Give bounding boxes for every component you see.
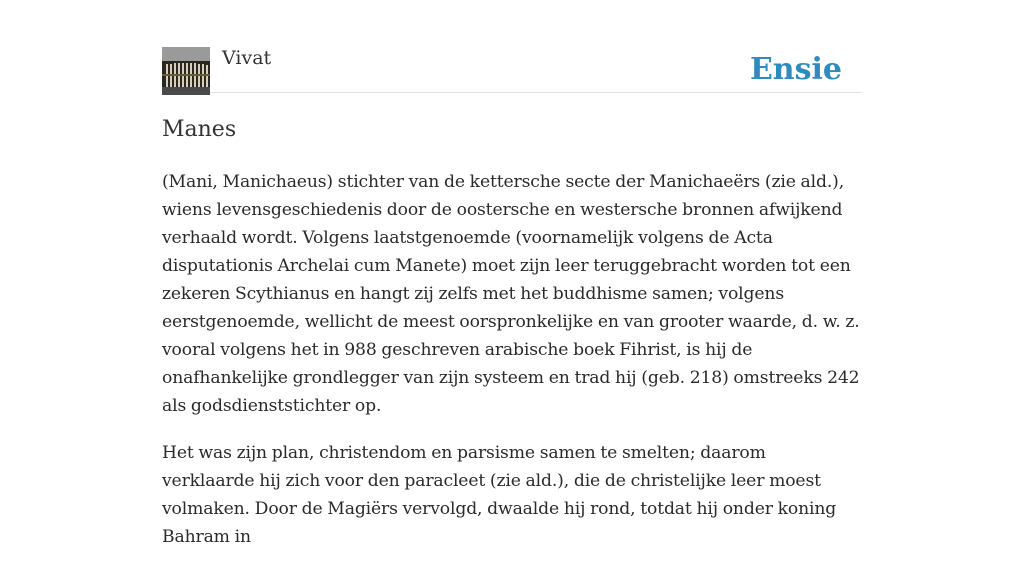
article-paragraph: Het was zijn plan, christendom en parsisme samen te smelten; daarom verklaarde hij zich voor den paracleet (zie ald.), die de christelijke leer moest volmaken. Door de Magiërs vervolgd, dwaalde hij rond, totdat hij onder koning Bahram in	[162, 443, 837, 547]
brand-logo[interactable]: Ensie	[749, 52, 842, 87]
article-paragraph: (Mani, Manichaeus) stichter van de kettersche secte der Manichaeërs (zie ald.), wiens levensgeschiedenis door de oostersche en westersche bronnen afwijkend verhaald wordt. Volgens laatstgenoemde (voornamelijk volgens de Acta disputationis Archelai cum Manete) moet zijn leer teruggebracht worden tot een zekeren Scythianus en hangt zij zelfs met het buddhisme samen; volgens eerstgenoemde, wellicht de meest oorspronkelijke en van grooter waarde, d. w. z. vooral volgens het in 988 geschreven arabische boek Fihrist, is hij de onafhankelijke grondlegger van zijn systeem en trad hij (geb. 218) omstreeks 242 als godsdienststichter op.	[162, 172, 860, 416]
books-icon	[162, 47, 210, 95]
header	[162, 46, 862, 93]
article-body	[162, 168, 862, 570]
page	[162, 0, 862, 547]
source-name[interactable]: Vivat	[222, 47, 272, 69]
article-title: Manes	[162, 117, 237, 142]
source-avatar[interactable]	[162, 47, 210, 95]
